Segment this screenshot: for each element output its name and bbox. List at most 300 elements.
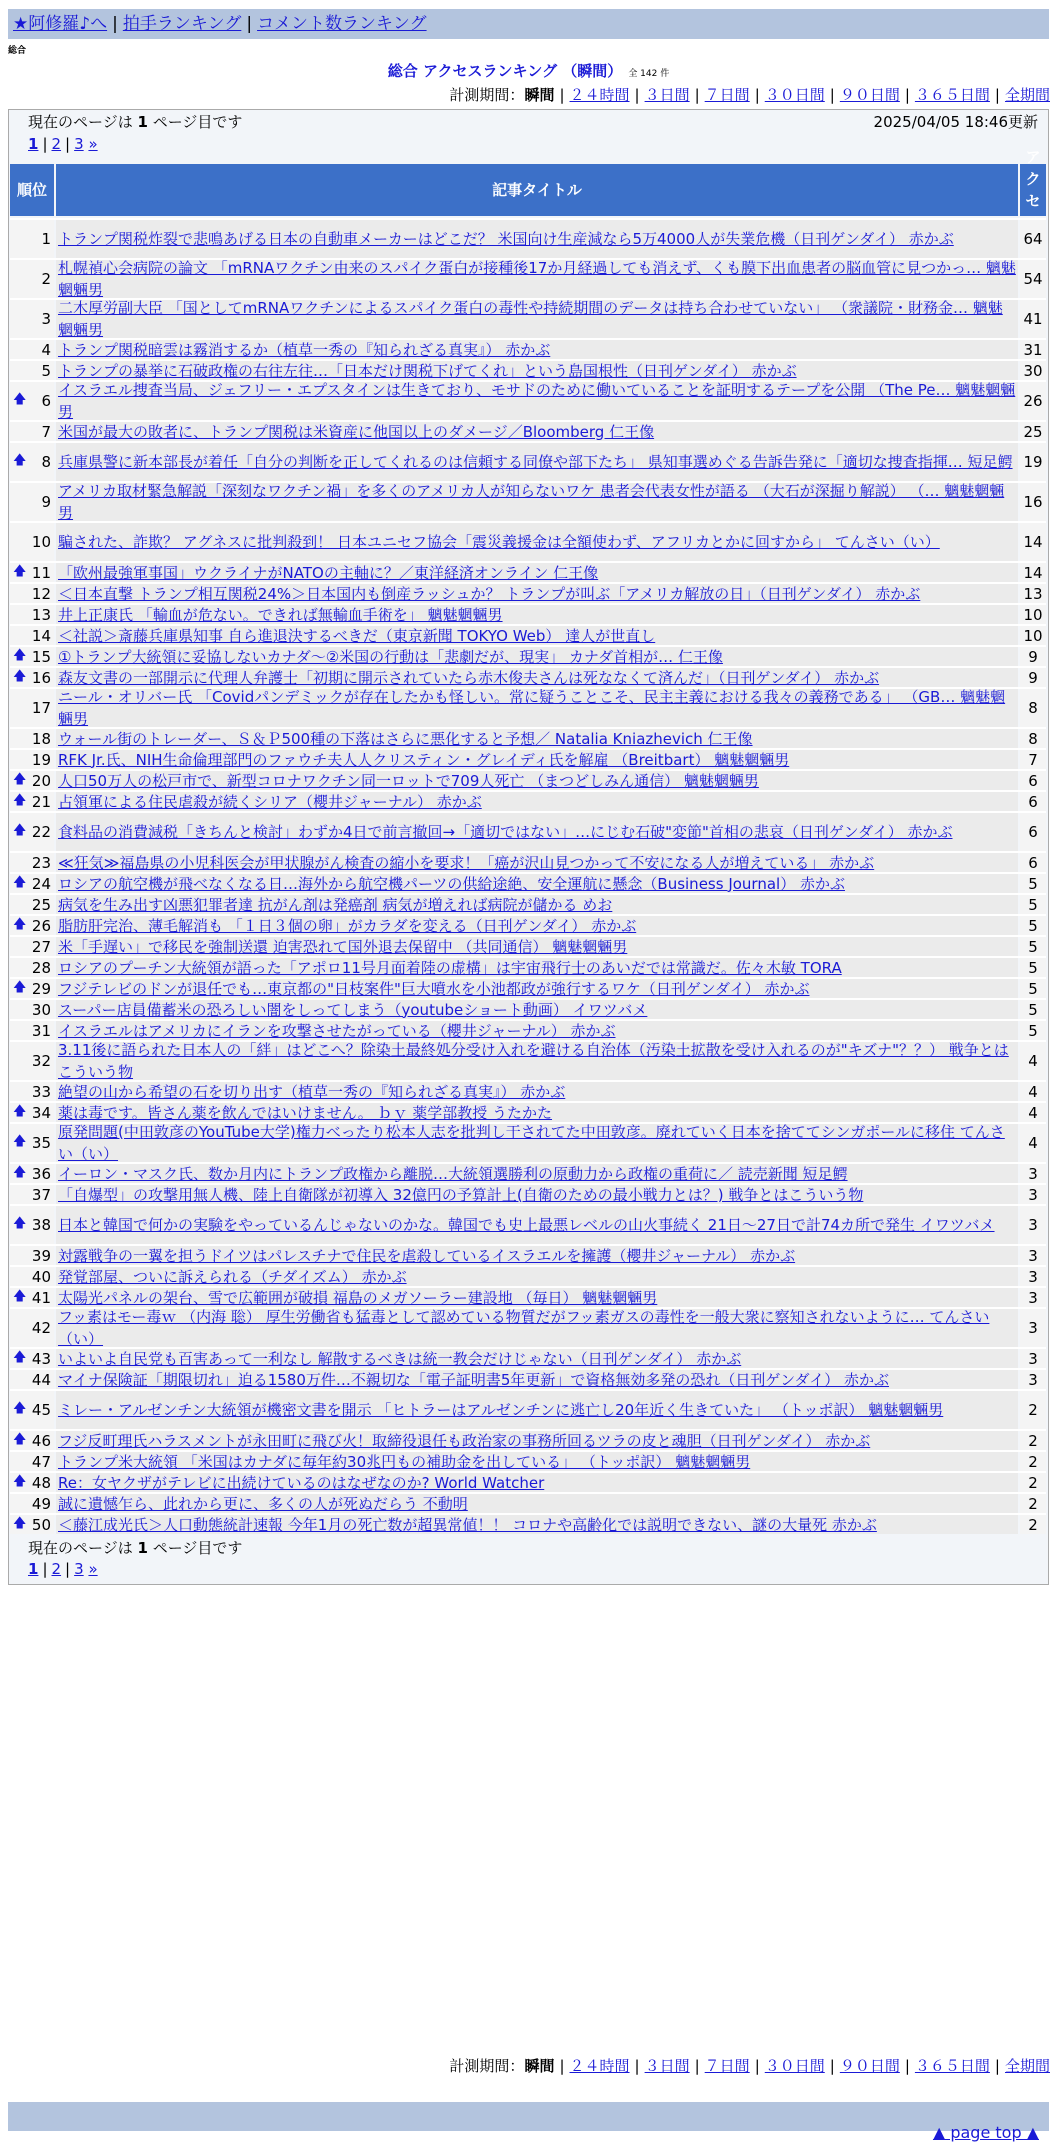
article-link[interactable]: 薬は毒です。皆さん薬を飲んではいけません。 ｂｙ 薬学部教授 うたかた — [58, 1103, 553, 1122]
title-cell — [56, 300, 1018, 338]
period-current: 瞬間 — [524, 86, 555, 104]
period-link-4[interactable]: ３０日間 — [764, 86, 825, 104]
article-link[interactable]: 森友文書の一部開示に代理人弁護士「初期に開示されていたら赤木俊夫さんは死ななくて済んだ」（日刊ゲンダイ） 赤かぶ — [58, 668, 880, 687]
article-link[interactable]: 兵庫県警に新本部長が着任「自分の判断を正してくれるのは信頼する同僚や部下たち」 県知事選めぐる告訴告発に「適切な捜査指揮… 短足鰐 — [58, 453, 1013, 471]
access-count: 8 — [1020, 689, 1046, 727]
article-link[interactable]: ＜日本直撃 トランプ相互関税24%＞日本国内も倒産ラッシュか？ トランプが叫ぶ「アメリカ解放の日」（日刊ゲンダイ） 赤かぶ — [58, 584, 921, 603]
rank-cell — [10, 1164, 54, 1183]
rank-cell — [10, 1349, 54, 1368]
table-row — [10, 1019, 1046, 1040]
title-cell — [56, 605, 1018, 624]
table-row — [10, 298, 1046, 338]
title-cell — [56, 771, 1018, 790]
rank-number: 38 — [31, 1216, 51, 1234]
access-count: 2 — [1020, 1391, 1046, 1429]
rank-number: 39 — [31, 1246, 51, 1265]
access-count: 2 — [1020, 1494, 1046, 1513]
article-link[interactable]: スーパー店員備蓄米の恐ろしい闇をしってしまう（youtubeショート動画） イワツバメ — [58, 1000, 648, 1019]
article-link[interactable]: 札幌禎心会病院の論文 「mRNAワクチン由来のスパイク蛋白が接種後17か月経過しても消えず、くも膜下出血患者の脳血管に見つかっ… 魑魅魍魎男 — [58, 259, 1016, 299]
table-row — [10, 420, 1046, 441]
rank-cell — [10, 771, 54, 790]
period-separator: | — [754, 2057, 760, 2075]
access-count: 30 — [1020, 361, 1046, 380]
access-count: 19 — [1020, 443, 1046, 481]
up-arrow-icon: 🡅 — [13, 647, 27, 663]
rank-number: 18 — [31, 729, 51, 748]
article-link[interactable]: イーロン・マスク氏、数か月内にトランプ政権から離脱…大統領選勝利の原動力から政権の重荷に／ 読売新聞 短足鰐 — [58, 1164, 848, 1183]
rank-number: 37 — [31, 1185, 51, 1204]
article-link[interactable]: 日本と韓国で何かの実験をやっているんじゃないのかな。韓国でも史上最悪レベルの山火事続く 21日～27日で計74カ所で発生 イワツバメ — [58, 1216, 995, 1234]
article-link[interactable]: 絶望の山から希望の石を切り出す（植草一秀の『知られざる真実』） 赤かぶ — [58, 1082, 566, 1101]
table-row — [10, 1450, 1046, 1471]
clap-ranking-link[interactable]: 拍手ランキング — [122, 14, 242, 34]
table-row — [10, 624, 1046, 645]
table-row — [10, 521, 1046, 561]
rank-number: 44 — [31, 1370, 51, 1389]
rank-cell — [10, 260, 54, 298]
page-link-3[interactable]: 3 — [74, 135, 84, 153]
rank-cell — [10, 1473, 54, 1492]
rank-number: 12 — [31, 584, 51, 603]
access-count: 9 — [1020, 647, 1046, 666]
article-link[interactable]: 米「手遅い」で移民を強制送還 迫害恐れて国外退去保留中 （共同通信） 魑魅魍魎男 — [58, 937, 628, 956]
article-link[interactable]: Re：女ヤクザがテレビに出続けているのはなぜなのか? World Watcher — [58, 1473, 545, 1492]
access-count: 5 — [1020, 895, 1046, 914]
table-row — [10, 1101, 1046, 1122]
rank-number: 31 — [31, 1021, 51, 1040]
title-cell — [56, 874, 1018, 893]
up-arrow-icon: 🡅 — [13, 1431, 27, 1447]
article-link[interactable]: ＜藤江成光氏＞人口動態統計速報 今年1月の死亡数が超異常値！！ コロナや高齢化では説明できない、謎の大量死 赤かぶ — [58, 1515, 877, 1534]
table-row — [10, 1162, 1046, 1183]
period-link-3[interactable]: ７日間 — [704, 86, 750, 104]
title-cell — [56, 1309, 1018, 1347]
table-row — [10, 561, 1046, 582]
title-cell — [56, 1431, 1018, 1450]
table-row — [10, 1368, 1046, 1389]
up-arrow-icon: 🡅 — [13, 1134, 27, 1149]
rank-number: 29 — [31, 979, 51, 998]
article-link[interactable]: ロシアのプーチン大統領が語った「アポロ11号月面着陸の虚構」は宇宙飛行士のあいだでは常識だ。佐々木敏 TORA — [58, 958, 842, 977]
rank-cell — [10, 853, 54, 872]
period-separator: | — [694, 86, 700, 104]
table-row — [10, 1286, 1046, 1307]
rank-number: 15 — [31, 647, 51, 666]
up-arrow-icon: 🡅 — [13, 1349, 27, 1365]
title-cell — [56, 729, 1018, 748]
rank-cell — [10, 1309, 54, 1347]
title-cell — [56, 792, 1018, 811]
up-arrow-icon: 🡅 — [13, 823, 27, 838]
title-cell — [56, 382, 1018, 420]
access-count: 10 — [1020, 605, 1046, 624]
rank-cell — [10, 605, 54, 624]
table-row — [10, 935, 1046, 956]
article-link[interactable]: 対露戦争の一翼を担うドイツはパレスチナで住民を虐殺しているイスラエルを擁護（櫻井ジャーナル） 赤かぶ — [58, 1246, 796, 1265]
title-cell — [56, 1103, 1018, 1122]
access-count: 9 — [1020, 668, 1046, 687]
rank-number: 49 — [31, 1494, 51, 1513]
nav-separator: | — [112, 14, 118, 34]
period-link-6[interactable]: ３６５日間 — [914, 86, 990, 104]
table-row — [10, 872, 1046, 893]
rank-number: 1 — [41, 230, 51, 248]
rank-cell — [10, 813, 54, 851]
rank-cell — [10, 483, 54, 521]
rank-number: 9 — [41, 493, 51, 511]
title-cell — [56, 443, 1018, 481]
table-row — [10, 481, 1046, 521]
article-link[interactable]: イスラエル捜査当局、ジェフリー・エプスタインは生きており、モサドのために働いていることを証明するテープを公開 （The Pe… 魑魅魍魎男 — [58, 381, 1016, 421]
period-link-2[interactable]: ３日間 — [644, 2057, 690, 2075]
title-cell — [56, 1185, 1018, 1204]
title-cell — [56, 1349, 1018, 1368]
page-title: 総合 アクセスランキング （瞬間） — [387, 62, 623, 80]
rank-cell — [10, 1124, 54, 1162]
rank-cell — [10, 1042, 54, 1080]
rank-number: 3 — [41, 310, 51, 328]
access-count: 3 — [1020, 1246, 1046, 1265]
article-link[interactable]: トランプの暴挙に石破政権の右往左往…「日本だけ関税下げてくれ」という島国根性（日刊ゲンダイ） 赤かぶ — [58, 361, 797, 380]
next-page-link[interactable]: » — [88, 135, 98, 153]
rank-cell — [10, 220, 54, 258]
nav-separator: | — [246, 14, 253, 34]
rank-number: 25 — [31, 895, 51, 914]
rank-cell — [10, 1246, 54, 1265]
article-link[interactable]: 発覚部屋、ついに訴えられる（チダイズム） 赤かぶ — [58, 1267, 407, 1286]
rank-cell — [10, 647, 54, 666]
period-link-7[interactable]: 全期間 — [1004, 86, 1050, 104]
table-row — [10, 359, 1046, 380]
table-row — [10, 748, 1046, 769]
title-cell — [56, 1494, 1018, 1513]
access-count: 5 — [1020, 1021, 1046, 1040]
rank-number: 22 — [31, 823, 51, 841]
title-cell — [56, 1021, 1018, 1040]
page-info: 現在のページは 1 ページ目です — [28, 113, 243, 131]
title-cell — [56, 220, 1018, 258]
access-count: 5 — [1020, 958, 1046, 977]
table-row — [10, 1513, 1046, 1534]
period-label: 計測期間： — [449, 2057, 525, 2075]
rank-number: 6 — [41, 392, 51, 410]
title-cell — [56, 750, 1018, 769]
article-link[interactable]: フジテレビのドンが退任でも…東京都の"日枝案件"巨大噴水を小池都政が強行するワケ（日刊ゲンダイ） 赤かぶ — [58, 979, 810, 998]
title-cell — [56, 1370, 1018, 1389]
rank-cell — [10, 979, 54, 998]
up-arrow-icon: 🡅 — [13, 1473, 27, 1489]
rank-number: 2 — [41, 270, 51, 288]
article-link[interactable]: フッ素はモー毒ｗ （内海 聡） 厚生労働省も猛毒として認めている物質だがフッ素ガスの毒性を一般大衆に察知されないように… てんさい（い） — [58, 1308, 990, 1348]
up-arrow-icon: 🡅 — [13, 1288, 27, 1304]
rank-number: 4 — [41, 340, 51, 359]
rank-cell — [10, 626, 54, 645]
article-link[interactable]: いよいよ自民党も百害あって一利なし 解散するべきは統一教会だけじゃない（日刊ゲンダイ） 赤かぶ — [58, 1349, 742, 1368]
table-row — [10, 998, 1046, 1019]
rank-cell — [10, 916, 54, 935]
rank-number: 33 — [31, 1082, 51, 1101]
table-row — [10, 1492, 1046, 1513]
period-label: 計測期間： — [449, 86, 525, 104]
table-row — [10, 1307, 1046, 1347]
title-cell — [56, 958, 1018, 977]
rank-cell — [10, 382, 54, 420]
period-link-3[interactable]: ７日間 — [704, 2057, 750, 2075]
table-header — [10, 148, 1046, 218]
access-count: 4 — [1020, 1082, 1046, 1101]
article-link[interactable]: 二木厚労副大臣 「国としてmRNAワクチンによるスパイク蛋白の毒性や持続期間のデータは持ち合わせていない」 （衆議院・財務金… 魑魅魍魎男 — [58, 299, 1003, 339]
access-count: 6 — [1020, 771, 1046, 790]
rank-cell — [10, 895, 54, 914]
article-link[interactable]: イスラエルはアメリカにイランを攻撃させたがっている（櫻井ジャーナル） 赤かぶ — [58, 1021, 616, 1040]
title-cell — [56, 260, 1018, 298]
rank-number: 21 — [31, 792, 51, 811]
rank-cell — [10, 729, 54, 748]
home-link[interactable]: ★阿修羅♪へ — [13, 14, 108, 34]
rank-number: 34 — [31, 1103, 51, 1122]
access-count: 14 — [1020, 523, 1046, 561]
table-row — [10, 1471, 1046, 1492]
title-cell — [56, 563, 1018, 582]
rank-cell — [10, 1515, 54, 1534]
title-cell — [56, 853, 1018, 872]
period-separator: | — [694, 2057, 700, 2075]
rank-number: 32 — [31, 1052, 51, 1070]
rank-cell — [10, 1000, 54, 1019]
table-row — [10, 1040, 1046, 1080]
access-count: 4 — [1020, 1124, 1046, 1162]
rank-cell — [10, 937, 54, 956]
article-link[interactable]: 井上正康氏 「輸血が危ない。できれば無輸血手術を」 魑魅魍魎男 — [58, 605, 503, 624]
article-link[interactable]: 「欧州最強軍事国」ウクライナがNATOの主軸に？／東洋経済オンライン 仁王像 — [58, 563, 599, 582]
article-link[interactable]: ウォール街のトレーダー、Ｓ＆Ｐ500種の下落はさらに悪化すると予想／ Natalia Kniazhevich 仁王像 — [58, 729, 753, 748]
table-row — [10, 1122, 1046, 1162]
article-link[interactable]: ロシアの航空機が飛べなくなる日…海外から航空機パーツの供給途絶、安全運航に懸念（Business Journal） 赤かぶ — [58, 874, 845, 893]
rank-number: 17 — [31, 699, 51, 717]
rank-number: 20 — [31, 771, 51, 790]
article-link[interactable]: ニール・オリバー氏 「Covidパンデミックが存在したかも怪しい。常に疑うことこそ、民主主義における我々の義務である」 （GB… 魑魅魍魎男 — [58, 688, 1006, 728]
access-count: 5 — [1020, 979, 1046, 998]
access-count: 5 — [1020, 874, 1046, 893]
page-link-1[interactable]: 1 — [28, 1560, 39, 1578]
article-link[interactable]: 騙された、詐欺？ アグネスに批判殺到！ 日本ユニセフ協会「震災義援金は全額使わず、アフリカとかに回すから」 てんさい（い） — [58, 533, 940, 551]
rank-number: 42 — [31, 1319, 51, 1337]
rank-number: 24 — [31, 874, 51, 893]
title-cell — [56, 916, 1018, 935]
article-link[interactable]: 人口50万人の松戸市で、新型コロナワクチン同一ロットで709人死亡 （まつどしみん通信） 魑魅魍魎男 — [58, 771, 759, 790]
count-header: アクセ — [1020, 164, 1046, 216]
title-cell — [56, 647, 1018, 666]
article-link[interactable]: 3.11後に語られた日本人の「絆」はどこへ？除染土最終処分受け入れを避ける自治体（汚染土拡散を受け入れるのが"キズナ"？？） 戦争とはこういう物 — [58, 1041, 1009, 1081]
rank-cell — [10, 1185, 54, 1204]
ranking-rows — [10, 218, 1046, 1534]
access-count: 16 — [1020, 483, 1046, 521]
table-row — [10, 582, 1046, 603]
title-cell — [56, 1246, 1018, 1265]
article-link[interactable]: トランプ関税暗雲は霧消するか（植草一秀の『知られざる真実』） 赤かぶ — [58, 340, 551, 359]
access-count: 54 — [1020, 260, 1046, 298]
title-cell — [56, 1206, 1018, 1244]
up-arrow-icon: 🡅 — [13, 668, 27, 684]
table-row — [10, 441, 1046, 481]
title-cell — [56, 523, 1018, 561]
table-row — [10, 338, 1046, 359]
article-link[interactable]: ミレー・アルゼンチン大統領が機密文書を開示 「ヒトラーはアルゼンチンに逃亡し20年近く生きていた」 （トッポ訳） 魑魅魍魎男 — [58, 1401, 944, 1419]
article-link[interactable]: RFK Jr.氏、NIH生命倫理部門のファウチ夫人人クリスティン・グレイディ氏を解雇 （Breitbart） 魑魅魍魎男 — [58, 750, 790, 769]
page-link-1[interactable]: 1 — [28, 135, 39, 153]
title-cell — [56, 1288, 1018, 1307]
period-link-5[interactable]: ９０日間 — [839, 86, 900, 104]
ranking-panel — [8, 109, 1049, 1585]
article-link[interactable]: 占領軍による住民虐殺が続くシリア（櫻井ジャーナル） 赤かぶ — [58, 792, 482, 811]
table-row — [10, 956, 1046, 977]
article-link[interactable]: 「自爆型」の攻撃用無人機、陸上自衛隊が初導入 32億円の予算計上(自衛のための最小戦力とは？) 戦争とはこういう物 — [58, 1185, 864, 1204]
table-row — [10, 1244, 1046, 1265]
ranking-table — [10, 148, 1046, 1534]
rank-cell — [10, 1082, 54, 1101]
rank-number: 10 — [31, 533, 51, 551]
table-row — [10, 727, 1046, 748]
article-link[interactable]: アメリカ取材緊急解説「深刻なワクチン禍」を多くのアメリカ人が知らないワケ 患者会代表女性が語る （大石が深掘り解説） （… 魑魅魍魎男 — [58, 482, 1005, 522]
up-arrow-icon: 🡅 — [13, 1515, 27, 1531]
table-row — [10, 914, 1046, 935]
article-link[interactable]: 誠に遺憾乍ら、此れから更に、多くの人が死ぬだらう 不動明 — [58, 1494, 468, 1513]
title-cell — [56, 813, 1018, 851]
up-arrow-icon: 🡅 — [13, 453, 27, 468]
period-link-1[interactable]: ２４時間 — [569, 86, 630, 104]
table-row — [10, 1183, 1046, 1204]
access-count: 13 — [1020, 584, 1046, 603]
rank-number: 45 — [31, 1401, 51, 1419]
access-count: 3 — [1020, 1267, 1046, 1286]
table-row — [10, 769, 1046, 790]
period-separator: | — [634, 2057, 640, 2075]
access-count: 3 — [1020, 1370, 1046, 1389]
up-arrow-icon: 🡅 — [13, 392, 27, 407]
title-cell — [56, 626, 1018, 645]
title-cell — [56, 584, 1018, 603]
current-page-number: 1 — [137, 113, 148, 131]
access-count: 6 — [1020, 813, 1046, 851]
article-link[interactable]: ①トランプ大統領に妥協しないカナダ～②米国の行動は「悲劇だが、現実」 カナダ首相が… 仁王像 — [58, 647, 723, 666]
title-cell — [56, 1164, 1018, 1183]
total-count: 全 142 件 — [628, 69, 670, 79]
title-cell — [56, 361, 1018, 380]
article-link[interactable]: トランプ米大統領 「米国はカナダに毎年約30兆円もの補助金を出している」 （トッポ訳） 魑魅魍魎男 — [58, 1452, 751, 1471]
title-cell — [56, 1267, 1018, 1286]
access-count: 2 — [1020, 1473, 1046, 1492]
title-cell — [56, 1452, 1018, 1471]
period-link-2[interactable]: ３日間 — [644, 86, 690, 104]
access-count: 31 — [1020, 340, 1046, 359]
up-arrow-icon: 🡅 — [13, 874, 27, 890]
article-link[interactable]: 脂肪肝完治、薄毛解消も 「１日３個の卵」がカラダを変える（日刊ゲンダイ） 赤かぶ — [58, 916, 637, 935]
period-separator: | — [634, 86, 640, 104]
title-cell — [56, 422, 1018, 441]
table-row — [10, 218, 1046, 258]
pager — [28, 134, 98, 155]
up-arrow-icon: 🡅 — [13, 563, 27, 579]
rank-cell — [10, 1206, 54, 1244]
page-top-link[interactable]: ▲ page top ▲ — [932, 2123, 1039, 2142]
up-arrow-icon: 🡅 — [13, 1216, 27, 1231]
page-link-3[interactable]: 3 — [74, 1560, 84, 1578]
rank-cell — [10, 584, 54, 603]
article-link[interactable]: トランプ関税炸裂で悲鳴あげる日本の自動車メーカーはどこだ？ 米国向け生産減なら5万4000人が失業危機（日刊ゲンダイ） 赤かぶ — [58, 230, 954, 248]
table-row — [10, 666, 1046, 687]
pager-separator: | — [42, 1560, 48, 1578]
pager-separator: | — [42, 135, 48, 153]
article-link[interactable]: 原発問題(中田敦彦のYouTube大学)権力べったり松本人志を批判し干されてた中田敦彦。廃れていく日本を捨ててシンガポールに移住 てんさい（い） — [58, 1123, 1005, 1163]
title-cell — [56, 668, 1018, 687]
comment-ranking-link[interactable]: コメント数ランキング — [257, 14, 427, 34]
rank-cell — [10, 563, 54, 582]
access-count: 4 — [1020, 1042, 1046, 1080]
article-link[interactable]: ≪狂気≫福島県の小児科医会が甲状腺がん検査の縮小を要求！「癌が沢山見つかって不安になる人が増えている」 赤かぶ — [58, 853, 875, 872]
rank-cell — [10, 300, 54, 338]
period-separator: | — [559, 86, 565, 104]
access-count: 64 — [1020, 220, 1046, 258]
table-row — [10, 893, 1046, 914]
page-link-2[interactable]: 2 — [51, 1560, 62, 1578]
rank-number: 36 — [31, 1164, 51, 1183]
article-link[interactable]: 太陽光パネルの架台、雪で広範囲が破損 福島のメガソーラー建設地 （毎日） 魑魅魍魎男 — [58, 1288, 658, 1307]
title-cell — [56, 340, 1018, 359]
article-link[interactable]: マイナ保険証「期限切れ」迫る1580万件…不親切な「電子証明書5年更新」で資格無効多発の恐れ（日刊ゲンダイ） 赤かぶ — [58, 1370, 889, 1389]
table-row — [10, 811, 1046, 851]
access-count: 2 — [1020, 1431, 1046, 1450]
period-link-7[interactable]: 全期間 — [1004, 2057, 1050, 2075]
rank-cell — [10, 1267, 54, 1286]
article-link[interactable]: フジ反町理氏ハラスメントが永田町に飛び火！取締役退任も政治家の事務所回るツラの皮と魂胆（日刊ゲンダイ） 赤かぶ — [58, 1431, 871, 1450]
rank-cell — [10, 422, 54, 441]
access-count: 3 — [1020, 1206, 1046, 1244]
period-separator: | — [559, 2057, 565, 2075]
table-row — [10, 687, 1046, 727]
title-cell — [56, 689, 1018, 727]
table-row — [10, 1080, 1046, 1101]
article-link[interactable]: 食料品の消費減税「きちんと検討」わずか4日で前言撤回→「適切ではない」…にじむ石破"変節"首相の悲哀（日刊ゲンダイ） 赤かぶ — [58, 823, 953, 841]
up-arrow-icon: 🡅 — [13, 792, 27, 808]
rank-cell — [10, 1370, 54, 1389]
rank-number: 26 — [31, 916, 51, 935]
access-count: 5 — [1020, 937, 1046, 956]
period-link-6[interactable]: ３６５日間 — [914, 2057, 990, 2075]
page-link-2[interactable]: 2 — [51, 135, 62, 153]
rank-cell — [10, 750, 54, 769]
article-link[interactable]: 米国が最大の敗者に、トランプ関税は米資産に他国以上のダメージ／Bloomberg 仁王像 — [58, 422, 655, 441]
up-arrow-icon: 🡅 — [13, 916, 27, 932]
rank-cell — [10, 443, 54, 481]
article-link[interactable]: ＜社説＞斎藤兵庫県知事 自ら進退決するべきだ（東京新聞 TOKYO Web） 達人が世直し — [58, 626, 656, 645]
period-link-5[interactable]: ９０日間 — [839, 2057, 900, 2075]
footer-bar — [8, 2102, 1049, 2131]
access-count: 3 — [1020, 1349, 1046, 1368]
period-link-1[interactable]: ２４時間 — [569, 2057, 630, 2075]
title-cell — [56, 1391, 1018, 1429]
rank-cell — [10, 361, 54, 380]
access-count: 7 — [1020, 750, 1046, 769]
period-separator: | — [904, 86, 910, 104]
period-link-4[interactable]: ３０日間 — [764, 2057, 825, 2075]
category-label: 総合 — [8, 46, 27, 56]
access-count: 3 — [1020, 1164, 1046, 1183]
next-page-link[interactable]: » — [88, 1560, 98, 1578]
rank-cell — [10, 792, 54, 811]
article-link[interactable]: 病気を生み出す凶悪犯罪者達 抗がん剤は発癌剤 病気が増えれば病院が儲かる めお — [58, 895, 613, 914]
table-row — [10, 1429, 1046, 1450]
period-separator: | — [994, 86, 1000, 104]
